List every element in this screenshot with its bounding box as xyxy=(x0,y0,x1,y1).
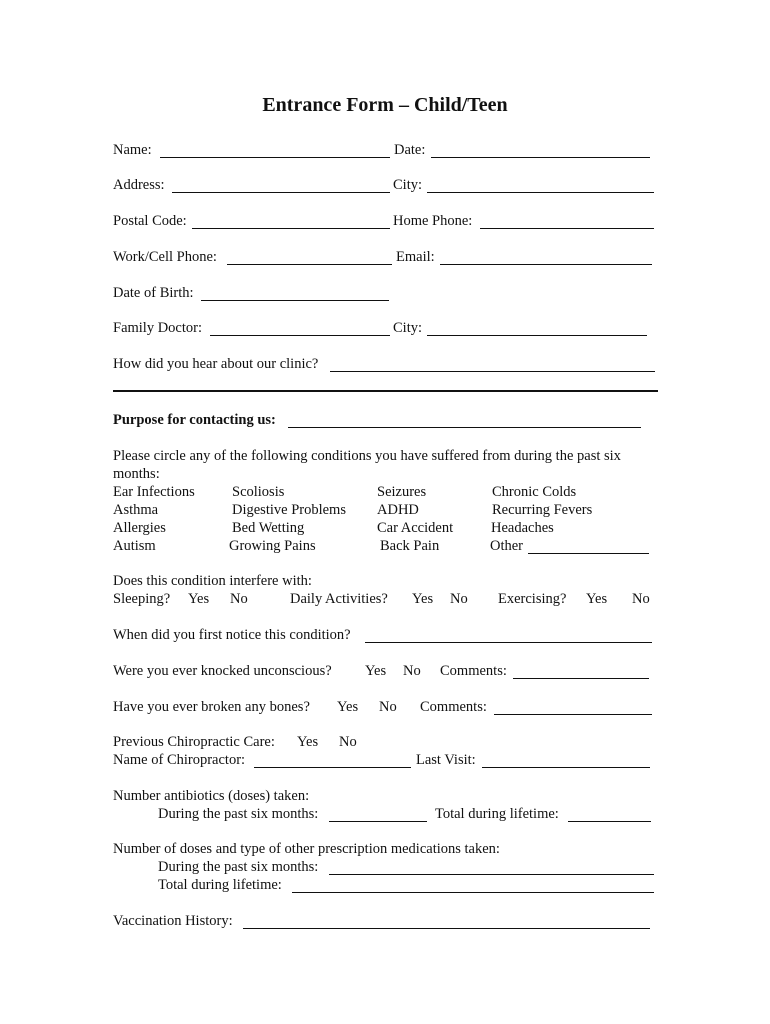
condition-option[interactable]: Car Accident xyxy=(377,520,454,536)
condition-option[interactable]: Scoliosis xyxy=(232,484,285,500)
condition-option[interactable]: Autism xyxy=(113,538,156,554)
condition-option[interactable]: Back Pain xyxy=(380,538,440,554)
prescriptions-label: Number of doses and type of other prescription medications taken: xyxy=(113,841,500,857)
condition-option[interactable]: Digestive Problems xyxy=(232,502,346,518)
antibiotics-six-months-label: During the past six months: xyxy=(158,806,319,822)
postal-code-label: Postal Code: xyxy=(113,213,187,229)
previous-chiro-yes[interactable]: Yes xyxy=(297,734,319,750)
unconscious-comments-label: Comments: xyxy=(440,663,507,679)
previous-chiro-label: Previous Chiropractic Care: xyxy=(113,734,275,750)
exercising-label: Exercising? xyxy=(498,591,567,607)
home-phone-label: Home Phone: xyxy=(393,213,473,229)
antibiotics-lifetime-label: Total during lifetime: xyxy=(435,806,559,822)
purpose-label: Purpose for contacting us: xyxy=(113,412,276,428)
address-label: Address: xyxy=(113,177,165,193)
prescriptions-six-months-label: During the past six months: xyxy=(158,859,319,875)
broken-no[interactable]: No xyxy=(379,699,397,715)
broken-bones-label: Have you ever broken any bones? xyxy=(113,699,310,715)
antibiotics-label: Number antibiotics (doses) taken: xyxy=(113,788,310,804)
first-notice-field[interactable] xyxy=(365,642,652,643)
dob-label: Date of Birth: xyxy=(113,285,194,301)
vaccination-field[interactable] xyxy=(243,928,650,929)
prescriptions-six-months-field[interactable] xyxy=(329,874,654,875)
unconscious-no[interactable]: No xyxy=(403,663,421,679)
last-visit-label: Last Visit: xyxy=(416,752,476,768)
antibiotics-lifetime-field[interactable] xyxy=(568,821,651,822)
chiropractor-name-field[interactable] xyxy=(254,767,411,768)
first-notice-label: When did you first notice this condition? xyxy=(113,627,351,643)
work-cell-phone-field[interactable] xyxy=(227,264,392,265)
condition-option[interactable]: Ear Infections xyxy=(113,484,195,500)
condition-option[interactable]: Other xyxy=(490,538,524,554)
condition-option[interactable]: Seizures xyxy=(377,484,427,500)
prescriptions-lifetime-field[interactable] xyxy=(292,892,654,893)
date-label: Date: xyxy=(394,142,426,158)
exercising-yes[interactable]: Yes xyxy=(586,591,608,607)
address-field[interactable] xyxy=(172,192,390,193)
hear-about-field[interactable] xyxy=(330,371,655,372)
family-doctor-label: Family Doctor: xyxy=(113,320,203,336)
dob-field[interactable] xyxy=(201,300,389,301)
condition-option[interactable]: Bed Wetting xyxy=(232,520,305,536)
name-label: Name: xyxy=(113,142,152,158)
other-condition-field[interactable] xyxy=(528,553,649,554)
previous-chiro-no[interactable]: No xyxy=(339,734,357,750)
page-title: Entrance Form – Child/Teen xyxy=(262,94,508,116)
antibiotics-six-months-field[interactable] xyxy=(329,821,427,822)
condition-option[interactable]: Growing Pains xyxy=(229,538,316,554)
daily-yes[interactable]: Yes xyxy=(412,591,434,607)
daily-no[interactable]: No xyxy=(450,591,468,607)
chiropractor-name-label: Name of Chiropractor: xyxy=(113,752,246,768)
unconscious-yes[interactable]: Yes xyxy=(365,663,387,679)
date-field[interactable] xyxy=(431,157,650,158)
broken-comments-label: Comments: xyxy=(420,699,487,715)
hear-about-label: How did you hear about our clinic? xyxy=(113,356,319,372)
purpose-field[interactable] xyxy=(288,427,641,428)
city-label: City: xyxy=(393,177,423,193)
doctor-city-label: City: xyxy=(393,320,423,336)
prescriptions-lifetime-label: Total during lifetime: xyxy=(158,877,282,893)
condition-option[interactable]: Recurring Fevers xyxy=(492,502,593,518)
email-label: Email: xyxy=(396,249,435,265)
home-phone-field[interactable] xyxy=(480,228,654,229)
city-field[interactable] xyxy=(427,192,654,193)
conditions-intro: Please circle any of the following conditions you have suffered from during the past six xyxy=(113,448,621,464)
condition-option[interactable]: Headaches xyxy=(491,520,554,536)
last-visit-field[interactable] xyxy=(482,767,650,768)
email-field[interactable] xyxy=(440,264,652,265)
condition-option[interactable]: Chronic Colds xyxy=(492,484,577,500)
condition-option[interactable]: Asthma xyxy=(113,502,159,518)
family-doctor-field[interactable] xyxy=(210,335,390,336)
conditions-intro-2: months: xyxy=(113,466,160,482)
vaccination-label: Vaccination History: xyxy=(113,913,233,929)
exercising-no[interactable]: No xyxy=(632,591,650,607)
sleeping-label: Sleeping? xyxy=(113,591,171,607)
unconscious-comments-field[interactable] xyxy=(513,678,649,679)
work-cell-phone-label: Work/Cell Phone: xyxy=(113,249,217,265)
sleeping-no[interactable]: No xyxy=(230,591,248,607)
section-divider xyxy=(113,390,658,392)
name-field[interactable] xyxy=(160,157,390,158)
broken-yes[interactable]: Yes xyxy=(337,699,359,715)
sleeping-yes[interactable]: Yes xyxy=(188,591,210,607)
postal-code-field[interactable] xyxy=(192,228,390,229)
interfere-question: Does this condition interfere with: xyxy=(113,573,312,589)
unconscious-label: Were you ever knocked unconscious? xyxy=(113,663,332,679)
broken-comments-field[interactable] xyxy=(494,714,652,715)
condition-option[interactable]: Allergies xyxy=(113,520,166,536)
condition-option[interactable]: ADHD xyxy=(377,502,419,518)
doctor-city-field[interactable] xyxy=(427,335,647,336)
daily-activities-label: Daily Activities? xyxy=(290,591,388,607)
